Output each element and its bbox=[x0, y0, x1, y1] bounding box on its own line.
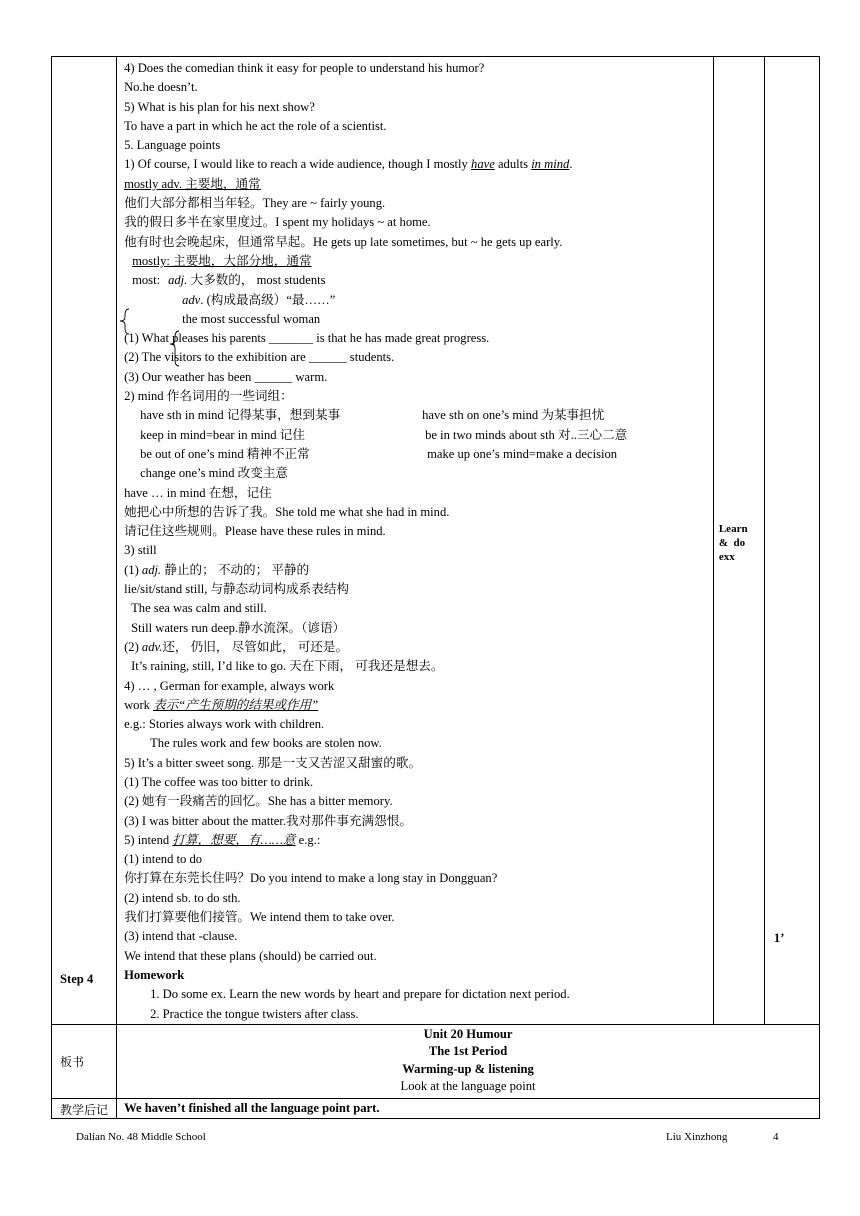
text: 1) Of course, I would like to reach a wide audience, though I mostly bbox=[124, 157, 472, 172]
lesson-plan-table bbox=[51, 56, 820, 1119]
text: e.g.: bbox=[295, 832, 321, 847]
line: (3) intend that -clause. bbox=[124, 929, 238, 944]
text: (2) bbox=[124, 639, 142, 654]
footer-page-number: 4 bbox=[773, 1131, 779, 1143]
time-cell bbox=[764, 57, 819, 1025]
homework-item: 1. Do some ex. Learn the new words by heart and prepare for dictation next period. bbox=[150, 987, 570, 1002]
text: adj. bbox=[141, 562, 162, 577]
line: No.he doesn’t. bbox=[124, 80, 198, 95]
board-label: 板书 bbox=[52, 1024, 117, 1098]
text: be out of one’s mind 精神不正常 bbox=[140, 446, 310, 461]
text: . bbox=[569, 157, 573, 172]
line: (2) intend sb. to do sth. bbox=[124, 890, 241, 905]
homework-title: Homework bbox=[124, 967, 185, 982]
mind-pair bbox=[124, 464, 713, 483]
text: make up one’s mind=make a decision bbox=[427, 446, 618, 461]
board-row bbox=[52, 1024, 820, 1098]
line: We intend that these plans (should) be carried out. bbox=[124, 948, 377, 963]
board-line: Warming-up & listening bbox=[402, 1061, 534, 1076]
line: lie/sit/stand still, 与静态动词构成系表结构 bbox=[124, 582, 350, 597]
mind-pair bbox=[124, 406, 713, 425]
brace-icon bbox=[117, 57, 197, 377]
step-row bbox=[52, 57, 820, 1025]
line: e.g.: Stories always work with children. bbox=[124, 717, 325, 732]
homework-item: 2. Practice the tongue twisters after class. bbox=[150, 1006, 359, 1021]
line: It’s raining, still, I’d like to go. 天在下雨， 可我还是想去。 bbox=[131, 659, 444, 674]
text: change one’s mind 改变主意 bbox=[140, 466, 289, 481]
brace-superlative: the most successful woman bbox=[182, 311, 321, 326]
text: 大多数的， most students bbox=[187, 273, 326, 288]
text: 打算，想要，有……意 bbox=[172, 832, 296, 847]
line: 2) mind 作名词用的一些词组： bbox=[124, 389, 293, 404]
text: adj. bbox=[168, 273, 188, 288]
text: work bbox=[124, 697, 154, 712]
line: The rules work and few books are stolen now. bbox=[150, 736, 382, 751]
text: 还， 仍旧， 尽管如此， 可还是。 bbox=[162, 639, 349, 654]
work-def bbox=[124, 696, 713, 715]
text: have bbox=[471, 157, 495, 172]
line: (1) The coffee was too bitter to drink. bbox=[124, 774, 314, 789]
activity-label: Learn & do exx bbox=[718, 523, 748, 563]
text: in mind bbox=[531, 157, 570, 172]
text: mostly: 主要地，大部分地，通常 bbox=[132, 253, 312, 268]
mind-pair bbox=[124, 426, 713, 445]
text: (1) bbox=[124, 562, 142, 577]
reflection-row bbox=[52, 1098, 820, 1118]
footer-school: Dalian No. 48 Middle School bbox=[76, 1131, 206, 1143]
text: . (构成最高级）“最……” bbox=[200, 292, 336, 307]
line: 他有时也会晚起床，但通常早起。He gets up late sometimes, but ~ he gets up early. bbox=[124, 234, 563, 249]
line: 5. Language points bbox=[124, 138, 221, 153]
line: (1) What pleases his parents _______ is that he has made great progress. bbox=[124, 331, 490, 346]
line: 4) Does the comedian think it easy for people to understand his humor? bbox=[124, 61, 485, 75]
step-label: Step 4 bbox=[60, 971, 94, 986]
text: 5) intend bbox=[124, 832, 173, 847]
text: be in two minds about sth 对..三心二意 bbox=[425, 427, 628, 442]
brace-most bbox=[124, 271, 713, 290]
line: 她把心中所想的告诉了我。She told me what she had in mind. bbox=[124, 504, 450, 519]
line: 你打算在东莞长住吗？Do you intend to make a long stay in Dongguan? bbox=[124, 871, 498, 886]
line: 3) still bbox=[124, 543, 157, 558]
mostly-definition bbox=[124, 175, 713, 194]
line: (3) I was bitter about the matter.我对那件事充满怨恨。 bbox=[124, 813, 412, 828]
step-cell bbox=[52, 57, 117, 1025]
reflection-text: We haven’t finished all the language point part. bbox=[117, 1098, 820, 1118]
line: 4) … , German for example, always work bbox=[124, 678, 335, 693]
text: adults bbox=[494, 157, 532, 172]
text: adv bbox=[182, 292, 201, 307]
text: keep in mind=bear in mind 记住 bbox=[140, 427, 305, 442]
board-line: Unit 20 Humour bbox=[423, 1026, 513, 1041]
step-content-cell bbox=[117, 57, 714, 1025]
board-line: The 1st Period bbox=[428, 1044, 508, 1059]
line: (3) Our weather has been ______ warm. bbox=[124, 369, 328, 384]
line: 5) It’s a bitter sweet song. 那是一支又苦涩又甜蜜的歌。 bbox=[124, 755, 422, 770]
line: (1) intend to do bbox=[124, 852, 203, 867]
line: Still waters run deep.静水流深。（谚语） bbox=[131, 620, 346, 635]
activity-cell bbox=[713, 57, 764, 1025]
line: To have a part in which he act the role of a scientist. bbox=[124, 118, 387, 133]
board-content bbox=[117, 1024, 820, 1098]
time-label: 1’ bbox=[773, 931, 785, 945]
line: have … in mind 在想，记住 bbox=[124, 485, 272, 500]
line: 我们打算要他们接管。We intend them to take over. bbox=[124, 910, 395, 925]
still-adj bbox=[124, 561, 713, 580]
still-adv bbox=[124, 638, 713, 657]
text: have sth on one’s mind 为某事担忧 bbox=[422, 408, 605, 423]
reflection-label: 教学后记 bbox=[52, 1098, 117, 1118]
line: 5) What is his plan for his next show? bbox=[124, 99, 315, 114]
lp1-sentence bbox=[124, 155, 713, 174]
text: 静止的； 不动的； 平静的 bbox=[161, 562, 310, 577]
intend-def bbox=[124, 831, 713, 850]
text: most: bbox=[132, 273, 161, 288]
brace-mostly bbox=[124, 252, 713, 271]
text: have sth in mind 记得某事，想到某事 bbox=[140, 408, 341, 423]
line: The sea was calm and still. bbox=[131, 601, 267, 616]
text: 表示“产生预期的结果或作用” bbox=[153, 697, 319, 712]
text: adv. bbox=[141, 639, 163, 654]
board-line: Look at the language point bbox=[400, 1079, 536, 1094]
mind-pair bbox=[124, 445, 713, 464]
line: (2) 她有一段痛苦的回忆。She has a bitter memory. bbox=[124, 794, 393, 809]
line: 请记住这些规则。Please have these rules in mind. bbox=[124, 524, 386, 539]
text: mostly adv. 主要地，通常 bbox=[124, 176, 261, 191]
brace-adv bbox=[124, 291, 713, 310]
line: 我的假日多半在家里度过。I spent my holidays ~ at home. bbox=[124, 215, 431, 230]
line: (2) The visitors to the exhibition are ______ students. bbox=[124, 350, 395, 365]
step-content bbox=[117, 57, 713, 1024]
footer-author: Liu Xinzhong bbox=[666, 1131, 728, 1143]
line: 他们大部分都相当年轻。They are ~ fairly young. bbox=[124, 196, 386, 211]
